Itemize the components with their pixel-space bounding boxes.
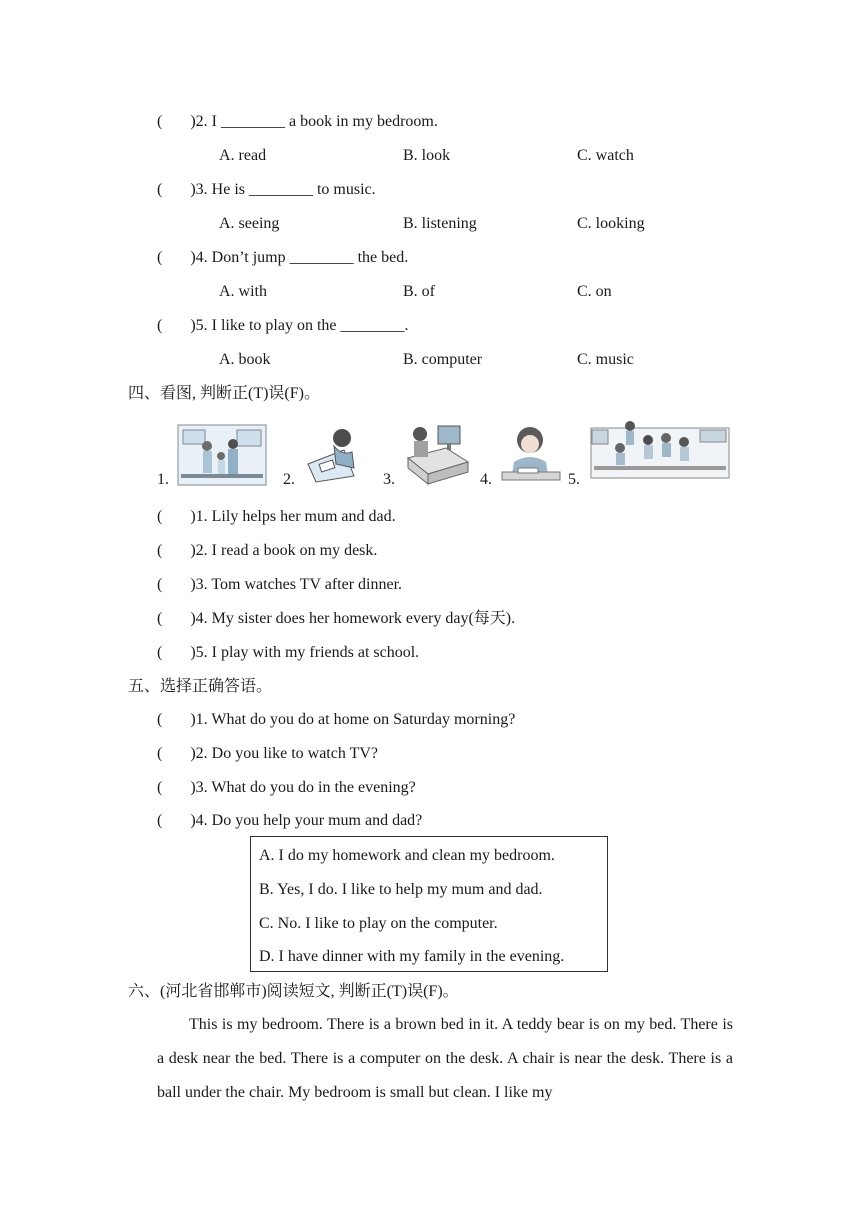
- question-5-option-b: B. computer: [403, 351, 483, 368]
- question-4-option-a: A. with: [219, 283, 267, 300]
- dialog-question-4: ( )4. Do you help your mum and dad?: [157, 812, 423, 829]
- reading-passage: [157, 1008, 733, 1110]
- question-2-option-c: C. watch: [577, 147, 634, 164]
- question-5-option-a: A. book: [219, 351, 271, 368]
- answer-c: C. No. I like to play on the computer.: [259, 915, 498, 932]
- question-3-option-b: B. listening: [403, 215, 477, 232]
- question-5-stem: ( )5. I like to play on the ________.: [157, 317, 409, 334]
- picture-girl-homework: [500, 422, 562, 484]
- dialog-question-3: ( )3. What do you do in the evening?: [157, 779, 416, 796]
- answer-b: B. Yes, I do. I like to help my mum and dad.: [259, 881, 543, 898]
- statement-5: ( )5. I play with my friends at school.: [157, 644, 420, 661]
- dialog-question-1: ( )1. What do you do at home on Saturday morning?: [157, 711, 516, 728]
- question-2-option-b: B. look: [403, 147, 451, 164]
- statement-1: ( )1. Lily helps her mum and dad.: [157, 508, 396, 525]
- question-2-stem: ( )2. I ________ a book in my bedroom.: [157, 113, 438, 130]
- question-2-option-a: A. read: [219, 147, 267, 164]
- reading-passage-text: This is my bedroom. There is a brown bed in it. A teddy bear is on my bed. There is a desk near the bed. There is a computer on the desk. A chair is near the desk. There is a ball under the chair. My bedroom is small but clean. I like my: [157, 1016, 733, 1101]
- question-4-stem: ( )4. Don’t jump ________ the bed.: [157, 249, 409, 266]
- answer-a: A. I do my homework and clean my bedroom.: [259, 847, 555, 864]
- picture-number-1: 1.: [157, 471, 169, 488]
- picture-number-5: 5.: [568, 471, 580, 488]
- dialog-question-2: ( )2. Do you like to watch TV?: [157, 745, 378, 762]
- section-5-heading: 五、选择正确答语。: [128, 678, 273, 695]
- section-4-heading: 四、看图, 判断正(T)误(F)。: [128, 385, 320, 402]
- picture-number-3: 3.: [383, 471, 395, 488]
- statement-3: ( )3. Tom watches TV after dinner.: [157, 576, 403, 593]
- question-3-option-c: C. looking: [577, 215, 645, 232]
- section-6-heading: 六、(河北省邯郸市)阅读短文, 判断正(T)误(F)。: [128, 983, 459, 1000]
- picture-boy-reading: [306, 424, 356, 484]
- question-3-stem: ( )3. He is ________ to music.: [157, 181, 376, 198]
- question-4-option-c: C. on: [577, 283, 612, 300]
- question-4-option-b: B. of: [403, 283, 435, 300]
- picture-computer-desk: [402, 420, 472, 486]
- picture-number-2: 2.: [283, 471, 295, 488]
- answer-d: D. I have dinner with my family in the evening.: [259, 948, 565, 965]
- picture-number-4: 4.: [480, 471, 492, 488]
- statement-4: ( )4. My sister does her homework every day(每天).: [157, 610, 516, 627]
- picture-family-kitchen: [177, 424, 267, 486]
- picture-school-friends: [590, 418, 730, 484]
- answer-box: [250, 836, 608, 972]
- question-5-option-c: C. music: [577, 351, 634, 368]
- question-3-option-a: A. seeing: [219, 215, 280, 232]
- statement-2: ( )2. I read a book on my desk.: [157, 542, 378, 559]
